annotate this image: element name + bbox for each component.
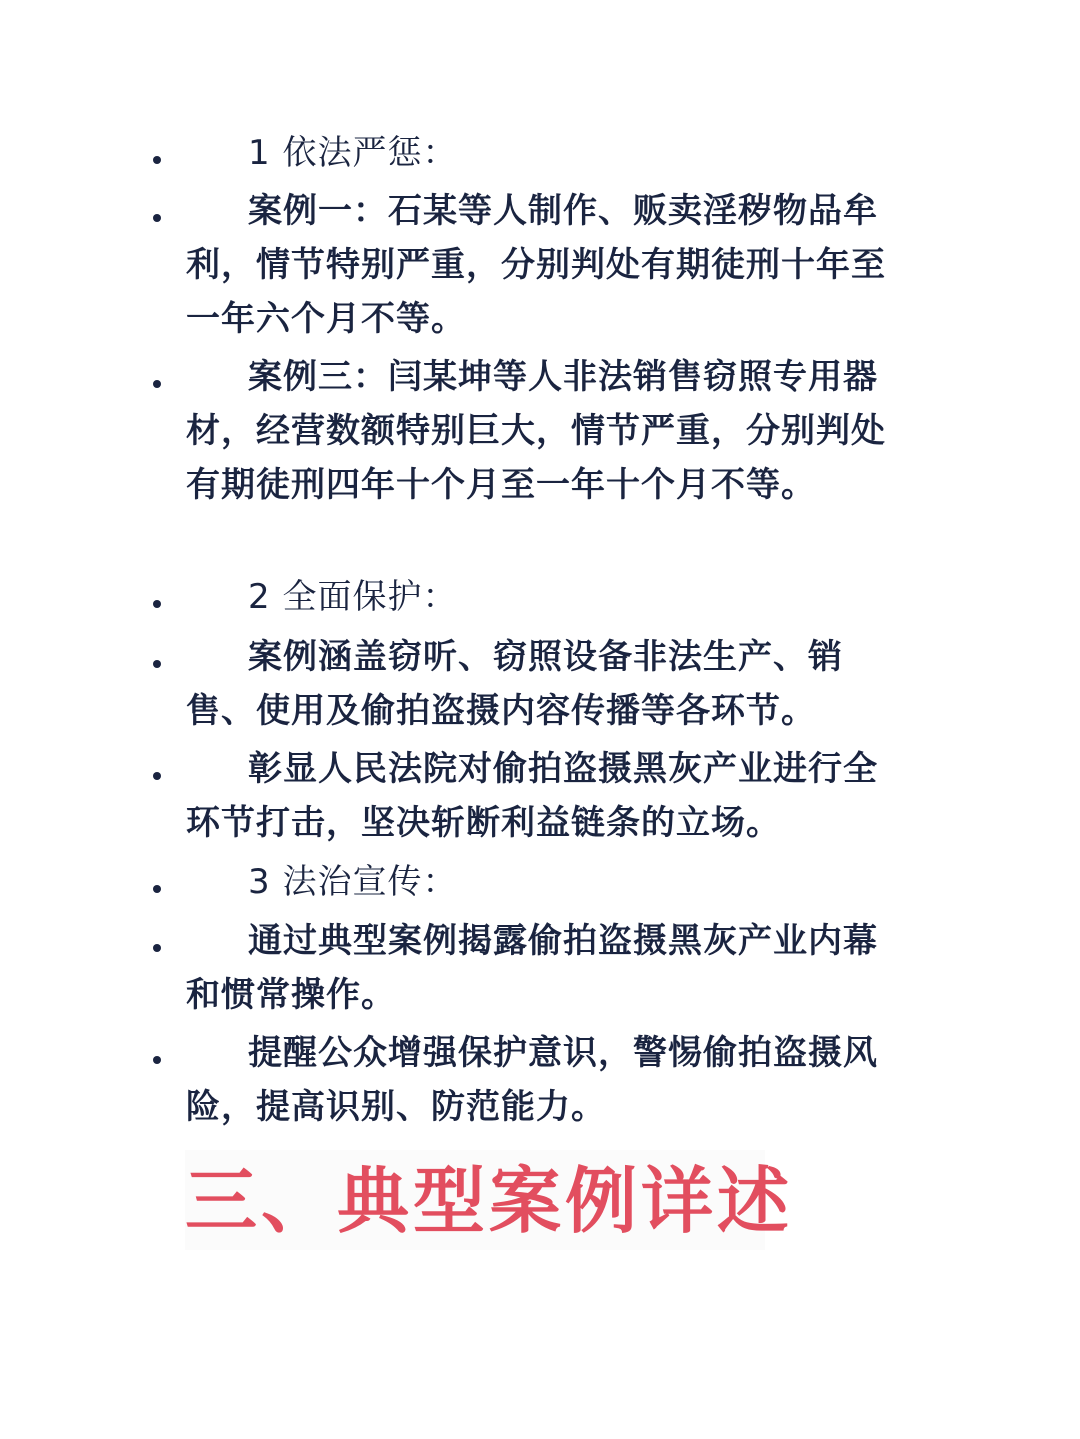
bullet-icon (153, 380, 161, 388)
list-item-text: 提醒公众增强保护意识，警惕偷拍盗摄风险，提高识别、防范能力。 (186, 1033, 878, 1127)
bullet-icon (153, 885, 161, 893)
list-item-text: 案例三：闫某坤等人非法销售窃照专用器材，经营数额特别巨大，情节严重，分别判处有期徒刑四年十个月至一年十个月不等。 (186, 357, 886, 505)
bullet-icon (153, 156, 161, 164)
bullet-icon (153, 1056, 161, 1064)
list-item-text: 案例一：石某等人制作、贩卖淫秽物品牟利，情节特别严重，分别判处有期徒刑十年至一年六个月不等。 (186, 191, 886, 339)
list-item-text: 彰显人民法院对偷拍盗摄黑灰产业进行全环节打击，坚决斩断利益链条的立场。 (186, 749, 878, 843)
list-item-text: 2 全面保护： (248, 577, 458, 617)
bullet-icon (153, 944, 161, 952)
section-heading-box (185, 1150, 794, 1250)
list-item-text: 1 依法严惩： (248, 133, 458, 173)
list-item-text: 通过典型案例揭露偷拍盗摄黑灰产业内幕和惯常操作。 (186, 921, 878, 1015)
bullet-icon (153, 772, 161, 780)
bullet-icon (153, 214, 161, 222)
list-item-text: 3 法治宣传： (248, 862, 458, 902)
section-heading: 三、典型案例详述 (185, 1159, 794, 1243)
bullet-icon (153, 600, 161, 608)
bullet-icon (153, 660, 161, 668)
list-item-text: 案例涵盖窃听、窃照设备非法生产、销售、使用及偷拍盗摄内容传播等各环节。 (186, 637, 843, 731)
